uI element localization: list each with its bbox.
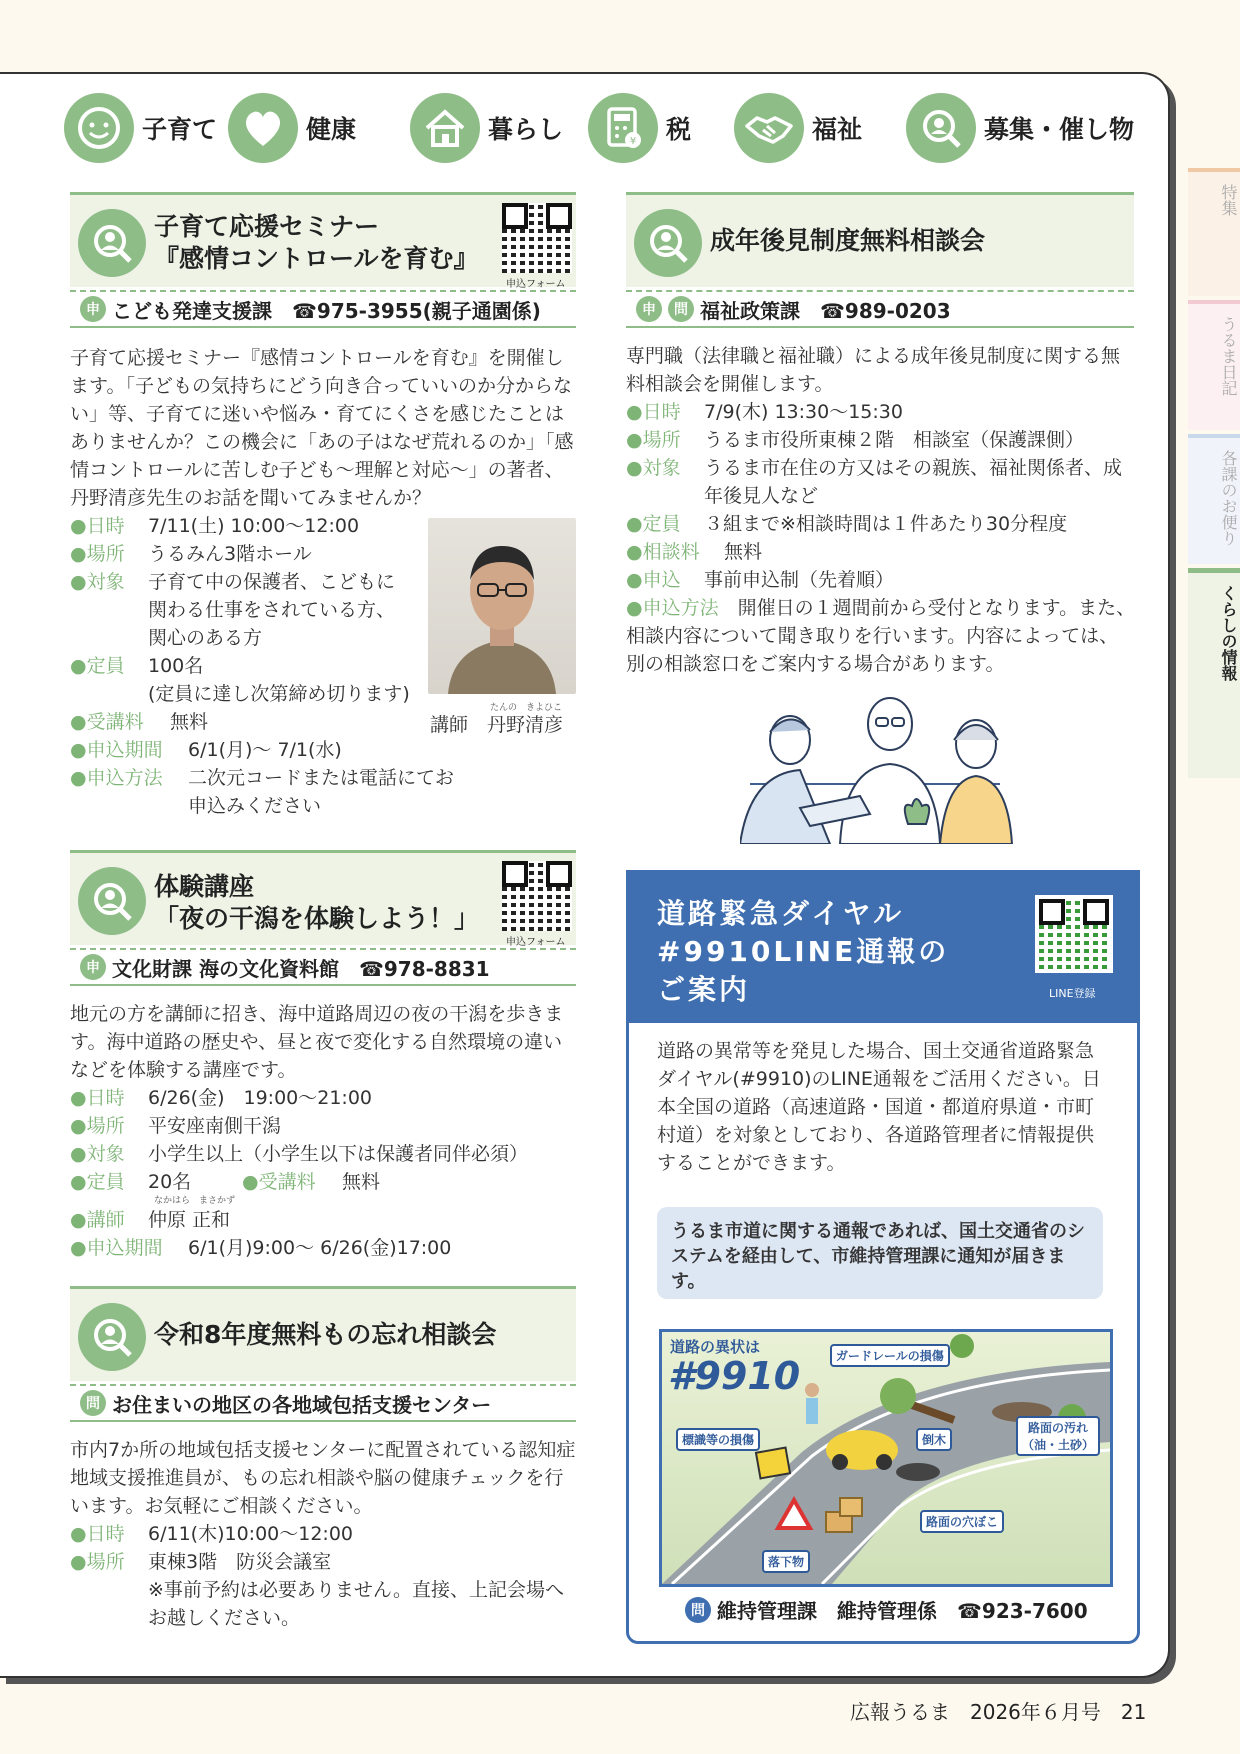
tideflat-details — [70, 1084, 580, 1262]
road-dial-title: 道路緊急ダイヤル #9910LINE通報の ご案内 — [657, 897, 950, 1006]
detail-row: ● 場所 うるみん3階ホール — [70, 540, 580, 568]
detail-row: ● 日時 7/9(木) 13:30〜15:30 — [626, 398, 1136, 426]
page-footer: 広報うるま 2026年６月号 21 — [850, 1700, 1147, 1724]
dementia-contact — [70, 1384, 576, 1422]
illus-heading: 道路の異状は — [670, 1338, 761, 1356]
guardian-details — [626, 398, 1136, 678]
detail-row: ● 申込期間 6/1(月)〜 7/1(水) — [70, 736, 580, 764]
seminar-intro: 子育て応援セミナー『感情コントロールを育む』を開催します。「子どもの気持ちにどう向き合っていいのか分からない」等、子育てに迷いや悩み・育てにくさを感じたことはありませんか？この機会に「あの子はなぜ荒れるのか」「感情コントロールに苦しむ子ども〜理解と対応〜」の著者、丹野清彦先生のお話を聞いてみませんか？ — [70, 347, 574, 509]
road-dial-body: 道路の異常等を発見した場合、国土交通省道路緊急ダイヤル(#9910)のLINE通報をご活用ください。日本全国の道路（高速道路・国道・都道府県道・市町村道）を対象としており、各道路管理者に情報提供することができます。 — [657, 1040, 1101, 1174]
category-label: 募集・催し物 — [984, 115, 1135, 144]
illus-label: 倒木 — [916, 1428, 952, 1451]
sidebar-tab-diary[interactable]: うるま日記 — [1188, 300, 1240, 430]
detail-row: ● 対象 うるま市在住の方又はその親族、福祉関係者、成年後見人など — [626, 454, 1136, 510]
lecturer-photo — [428, 518, 576, 694]
guardian-title: 成年後見制度無料相談会 — [710, 226, 986, 255]
sidebar-tab-feature[interactable]: 特集 — [1188, 168, 1240, 296]
handshake-icon — [734, 93, 804, 163]
tideflat-qr-code[interactable] — [502, 861, 572, 931]
contact-text: 維持管理課 維持管理係 ☎923-7600 — [717, 1599, 1088, 1623]
road-illustration — [659, 1329, 1113, 1587]
search-person-icon — [78, 1303, 146, 1371]
category-label: 健康 — [306, 115, 357, 144]
category-childcare[interactable] — [64, 92, 217, 164]
house-icon — [410, 93, 480, 163]
illus-label: 落下物 — [762, 1550, 810, 1573]
category-welfare[interactable] — [734, 92, 862, 164]
category-label: 福祉 — [812, 115, 863, 144]
illus-label: ガードレールの損傷 — [830, 1344, 950, 1367]
dementia-intro: 市内7か所の地域包括支援センターに配置されている認知症地域支援推進員が、もの忘れ相談や脳の健康チェックを行います。お気軽にご相談ください。 — [70, 1439, 576, 1517]
detail-row: ● 対象 子育て中の保護者、こどもに関わる仕事をされている方、関心のある方 — [70, 568, 580, 652]
contact-text: 文化財課 海の文化資料館 ☎978-8831 — [112, 956, 490, 981]
category-health[interactable] — [228, 92, 356, 164]
seminar-qr-code[interactable] — [502, 203, 572, 273]
apply-badge: 申 — [636, 296, 662, 322]
search-person-icon — [634, 209, 702, 277]
contact-text: お住まいの地区の各地域包括支援センター — [112, 1392, 492, 1417]
tideflat-title: 体験講座 「夜の干潟を体験しよう！」 — [154, 872, 480, 933]
sidebar-tab-departments[interactable]: 各課のお便り — [1188, 434, 1240, 564]
smile-icon — [64, 93, 134, 163]
inquiry-badge: 問 — [668, 296, 694, 322]
search-person-icon — [78, 209, 146, 277]
detail-row: ● 申込期間 6/1(月)9:00〜 6/26(金)17:00 — [70, 1234, 580, 1262]
lecturer-ruby: たんの きよひこ — [490, 703, 563, 713]
search-icon — [906, 93, 976, 163]
svg-text:¥: ¥ — [629, 136, 637, 147]
detail-row: ● 日時 6/26(金) 19:00〜21:00 — [70, 1084, 580, 1112]
dementia-details — [70, 1520, 580, 1632]
road-dial-header — [629, 873, 1137, 1023]
detail-row: ● 場所 うるま市役所東棟２階 相談室（保護課側） — [626, 426, 1136, 454]
category-label: 暮らし — [488, 115, 564, 144]
dementia-note: ※事前予約は必要ありません。直接、上記会場へお越しください。 — [148, 1579, 565, 1629]
detail-row: ● 日時 6/11(木)10:00〜12:00 — [70, 1520, 580, 1548]
qr-caption: 申込フォーム — [506, 937, 566, 948]
category-label: 税 — [666, 115, 692, 144]
seminar-contact — [70, 290, 576, 328]
lecturer-name: 講師 丹野清彦 — [430, 714, 564, 736]
sidebar-tab-living-info[interactable]: くらしの情報 — [1188, 568, 1240, 778]
guardian-intro: 専門職（法律職と福祉職）による成年後見制度に関する無料相談会を開催します。 — [626, 345, 1121, 395]
category-events[interactable] — [906, 92, 1134, 164]
detail-row: ● 受講料 無料 — [70, 708, 580, 736]
tideflat-intro: 地元の方を講師に招き、海中道路周辺の夜の干潟を歩きます。海中道路の歴史や、昼と夜で変化する自然環境の違いなどを体験する講座です。 — [70, 1003, 564, 1081]
line-qr-code[interactable] — [1035, 895, 1113, 973]
inquiry-badge: 問 — [80, 1390, 106, 1416]
detail-row: ● 申込方法 開催日の１週間前から受付となります。また、相談内容について聞き取りを行います。内容によっては、別の相談窓口をご案内する場合があります。 — [626, 594, 1136, 678]
detail-row: ● 申込 事前申込制（先着順） — [626, 566, 1136, 594]
detail-row: ● 申込方法 二次元コードまたは電話にてお申込みください — [70, 764, 580, 820]
detail-row: ● 定員 100名 (定員に達し次第締め切ります) — [70, 652, 580, 708]
illus-label: 路面の汚れ （油・土砂） — [1016, 1416, 1100, 1456]
detail-row: ● 対象 小学生以上（小学生以下は保護者同伴必須） — [70, 1140, 580, 1168]
guardian-contact — [626, 290, 1134, 328]
seminar-header — [70, 192, 576, 290]
category-tax[interactable] — [588, 92, 691, 164]
road-dial-box — [626, 870, 1140, 1644]
qr-caption: 申込フォーム — [506, 279, 566, 290]
detail-row: ● 定員 20名 ● 受講料 無料 — [70, 1168, 580, 1196]
consultation-illustration — [740, 684, 1020, 844]
inquiry-badge: 問 — [685, 1597, 711, 1623]
tideflat-contact — [70, 948, 576, 986]
detail-row: ● 定員 ３組まで※相談時間は１件あたり30分程度 — [626, 510, 1136, 538]
road-dial-note: うるま市道に関する通報であれば、国土交通省のシステムを経由して、市維持管理課に通知が届きます。 — [657, 1207, 1103, 1299]
apply-badge: 申 — [80, 954, 106, 980]
dementia-title: 令和8年度無料もの忘れ相談会 — [154, 1320, 497, 1349]
illus-label: 路面の穴ぼこ — [920, 1510, 1004, 1533]
detail-row: ● 相談料 無料 — [626, 538, 1136, 566]
illus-number: #9910 — [668, 1354, 801, 1398]
tideflat-header — [70, 850, 576, 948]
seminar-title: 子育て応援セミナー 『感情コントロールを育む』 — [154, 212, 479, 273]
lecturer-ruby: なかはら まさかず — [154, 1196, 236, 1206]
dementia-header — [70, 1286, 576, 1381]
calculator-icon — [588, 93, 658, 163]
contact-text: 福祉政策課 ☎989-0203 — [700, 298, 951, 323]
detail-row: ● 場所 平安座南側干潟 — [70, 1112, 580, 1140]
contact-text: こども発達支援課 ☎975-3955(親子通園係) — [112, 298, 541, 323]
category-label: 子育て — [142, 115, 218, 144]
illus-label: 標識等の損傷 — [676, 1428, 760, 1451]
road-dial-contact — [685, 1595, 1088, 1624]
detail-row: ● 日時 7/11(土) 10:00〜12:00 — [70, 512, 580, 540]
qr-caption: LINE登録 — [1049, 987, 1096, 1000]
category-living[interactable] — [410, 92, 563, 164]
category-header — [64, 92, 1154, 172]
search-person-icon — [78, 867, 146, 935]
heart-icon — [228, 93, 298, 163]
detail-row: ● 場所 東棟3階 防災会議室 — [70, 1548, 580, 1576]
guardian-header — [626, 192, 1134, 287]
apply-badge: 申 — [80, 296, 106, 322]
detail-row: ● 講師 仲原 正和 — [70, 1206, 580, 1234]
